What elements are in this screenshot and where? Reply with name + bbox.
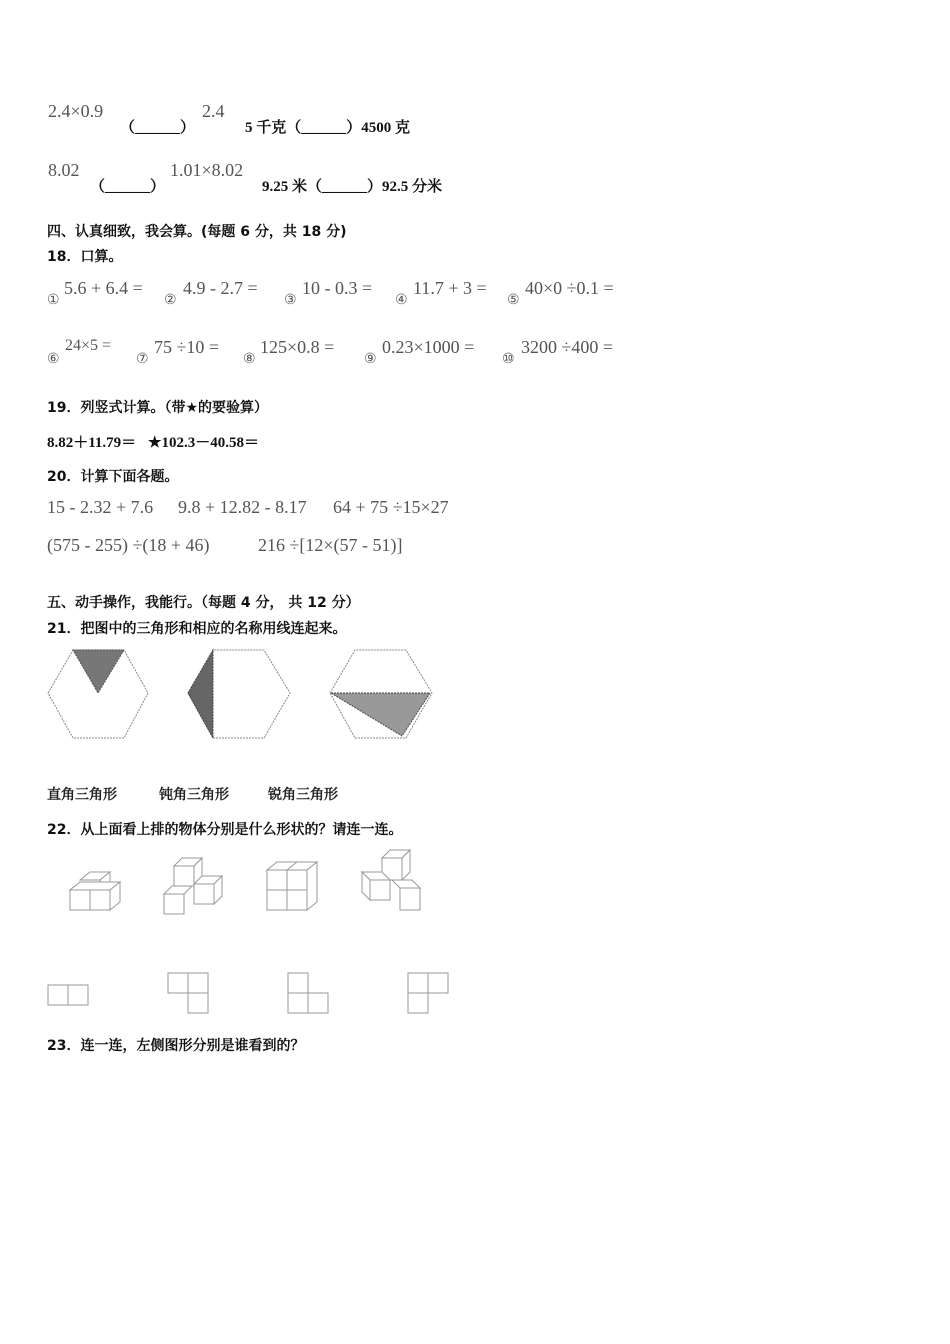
item-number: ④ [395, 293, 408, 308]
compare-1-left: 2.4×0.9 [48, 101, 104, 121]
cube-stack-2 [164, 858, 222, 914]
compare-1-blank: （______） [120, 120, 196, 136]
top-view-2 [168, 973, 208, 1013]
compare-unit-1: 5 千克（______）4500 克 [245, 120, 411, 136]
section-5-heading: 五、动手操作，我能行。（每题 4 分， 共 12 分） [47, 595, 360, 611]
shaded-triangle [73, 650, 124, 693]
item-number: ⑤ [507, 293, 520, 308]
cube-stack-3 [267, 862, 317, 910]
oral-expr: 11.7 + 3 = [413, 278, 487, 298]
q23-title: 23．连一连，左侧图形分别是谁看到的？ [47, 1038, 305, 1054]
hexagon-figure-1 [48, 650, 148, 738]
shaded-triangle [331, 693, 430, 736]
item-number: ③ [284, 293, 297, 308]
label-right-triangle: 直角三角形 [47, 787, 117, 803]
q19-title: 19．列竖式计算。（带★的要验算） [47, 400, 269, 416]
compare-1-right: 2.4 [202, 101, 225, 121]
oral-expr: 75 ÷10 = [154, 337, 220, 357]
item-number: ⑩ [502, 352, 515, 367]
item-number: ② [164, 293, 177, 308]
q21-title: 21．把图中的三角形和相应的名称用线连起来。 [47, 621, 347, 637]
top-view-1 [48, 985, 88, 1005]
label-obtuse-triangle: 钝角三角形 [159, 787, 229, 803]
item-number: ⑥ [47, 352, 60, 367]
q19-expr-1: 8.82＋11.79＝ [47, 435, 137, 451]
item-number: ⑦ [136, 352, 149, 367]
oral-expr: 10 - 0.3 = [302, 278, 373, 298]
q22-title: 22．从上面看上排的物体分别是什么形状的？请连一连。 [47, 822, 403, 838]
hexagon-figure-2 [188, 650, 290, 738]
q18-title: 18．口算。 [47, 249, 123, 265]
q19-expr-2: ★102.3－40.58＝ [148, 435, 259, 451]
oral-expr: 5.6 + 6.4 = [64, 278, 143, 298]
item-number: ⑨ [364, 352, 377, 367]
q20-expr: 64 + 75 ÷15×27 [333, 497, 449, 517]
q20-expr: (575 - 255) ÷(18 + 46) [47, 535, 210, 555]
section-4-heading: 四、认真细致，我会算。(每题 6 分，共 18 分) [47, 224, 347, 240]
cube-stack-4 [362, 850, 420, 910]
oral-expr: 4.9 - 2.7 = [183, 278, 258, 298]
cube-stack-1 [70, 872, 120, 910]
compare-unit-2: 9.25 米（______）92.5 分米 [262, 179, 443, 195]
q20-expr: 9.8 + 12.82 - 8.17 [178, 497, 307, 517]
compare-2-blank: （______） [90, 179, 166, 195]
item-number: ⑧ [243, 352, 256, 367]
top-view-3 [288, 973, 328, 1013]
compare-2-right: 1.01×8.02 [170, 160, 244, 180]
oral-expr: 3200 ÷400 = [521, 337, 614, 357]
shaded-triangle [188, 650, 213, 738]
q20-expr: 15 - 2.32 + 7.6 [47, 497, 154, 517]
oral-expr: 0.23×1000 = [382, 337, 475, 357]
hexagon-figure-3 [330, 650, 432, 738]
oral-expr: 24×5 = [65, 337, 112, 354]
oral-expr: 40×0 ÷0.1 = [525, 278, 614, 298]
q20-expr: 216 ÷[12×(57 - 51)] [258, 535, 403, 555]
label-acute-triangle: 锐角三角形 [268, 787, 338, 803]
compare-2-left: 8.02 [48, 160, 80, 180]
oral-expr: 125×0.8 = [260, 337, 335, 357]
item-number: ① [47, 293, 60, 308]
top-view-4 [408, 973, 448, 1013]
q20-title: 20．计算下面各题。 [47, 469, 179, 485]
